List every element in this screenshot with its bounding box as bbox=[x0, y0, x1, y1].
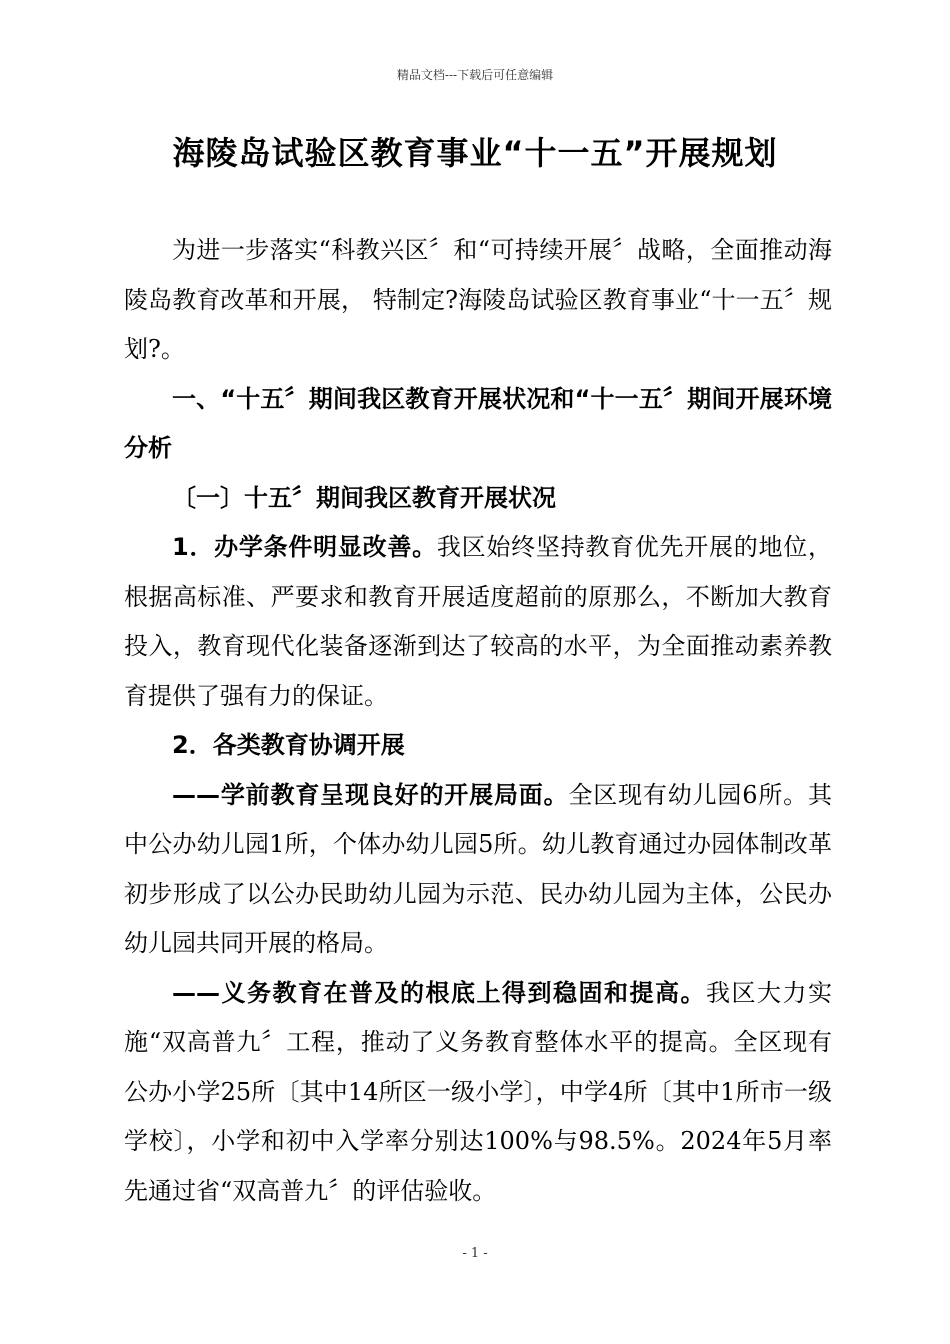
preschool-body: 全区现有幼儿园6所。其中公办幼儿园1所，个体办幼儿园5所。幼儿教育通过办园体制改革初步形成了以公办民助幼儿园为示范、民办幼儿园为主体，公民办幼儿园共同开展的格局。 bbox=[124, 780, 832, 957]
intro-paragraph: 为进一步落实“科教兴区〞和“可持续开展〞战略，全面推动海陵岛教育改革和开展， 特制定?海陵岛试验区教育事业“十一五〞规划?。 bbox=[124, 236, 832, 363]
item-lead: 1．办学条件明显改善。 bbox=[172, 533, 437, 561]
header-note: 精品文档---下载后可任意编辑 bbox=[396, 68, 554, 82]
document-title: 海陵岛试验区教育事业“十一五”开展规划 bbox=[172, 134, 778, 172]
item-heading: 2．各类教育协调开展 bbox=[172, 731, 405, 759]
compulsory-lead: ——义务教育在普及的根底上得到稳固和提高。 bbox=[172, 978, 706, 1007]
preschool-lead: ——学前教育呈现良好的开展局面。 bbox=[172, 780, 569, 809]
item-paragraph bbox=[124, 523, 832, 721]
compulsory-paragraph bbox=[124, 969, 832, 1217]
document-body bbox=[124, 226, 832, 1216]
item-body: 我区始终坚持教育优先开展的地位，根据高标准、严要求和教育开展适度超前的原那么，不断加大教育投入，教育现代化装备逐渐到达了较高的水平，为全面推动素养教育提供了强有力的保证。 bbox=[124, 533, 833, 710]
section-heading: 一、“十五〞期间我区教育开展状况和“十一五〞期间开展环境分析 bbox=[124, 384, 832, 462]
compulsory-body: 我区大力实施“双高普九〞工程，推动了义务教育整体水平的提高。全区现有公办小学25所〔其中14所区一级小学〕，中学4所〔其中1所市一级学校〕，小学和初中入学率分别达100%与98.5%。2024年5月率先通过省“双高普九〞的评估验收。 bbox=[124, 978, 832, 1205]
page-number: - 1 - bbox=[462, 1246, 488, 1261]
preschool-paragraph bbox=[124, 771, 832, 969]
subsection-heading: 〔一〕十五〞期间我区教育开展状况 bbox=[172, 483, 556, 512]
